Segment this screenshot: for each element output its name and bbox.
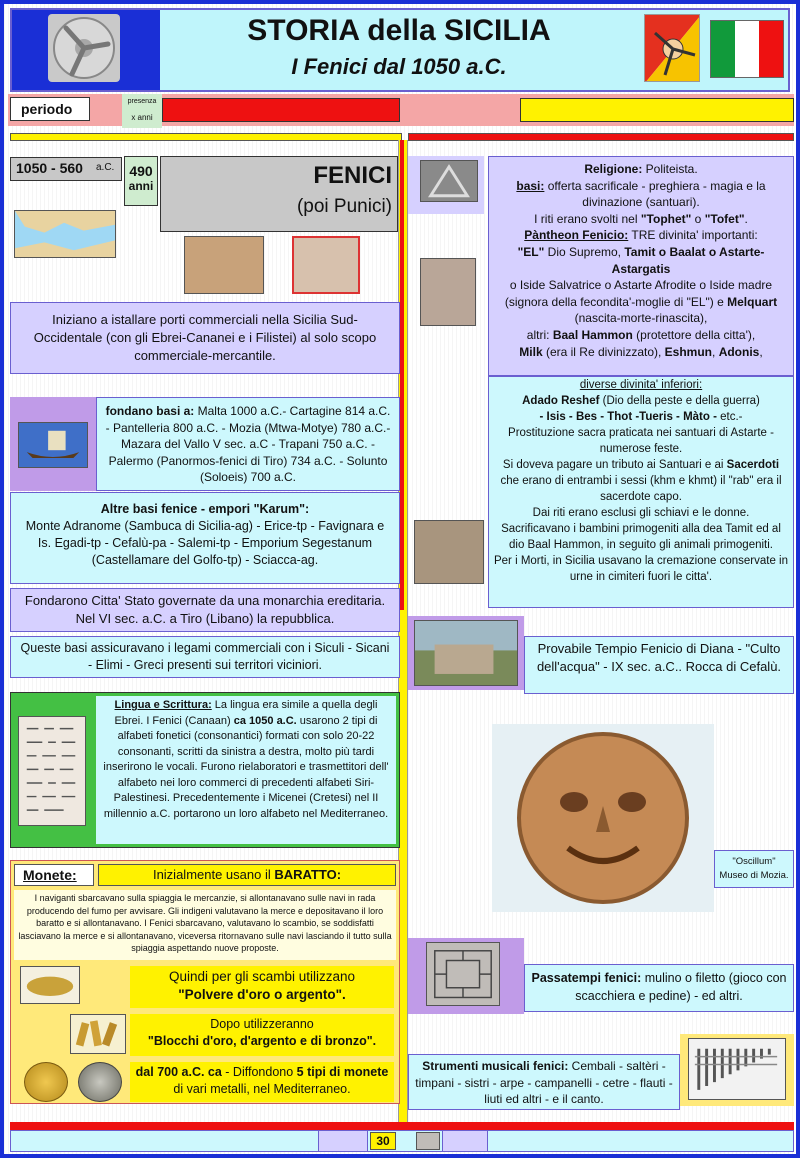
tanit-symbol-image <box>420 160 478 202</box>
page-title: STORIA della SICILIA <box>247 14 551 47</box>
sicily-flag-icon <box>644 14 700 82</box>
footer-red-line <box>10 1122 794 1130</box>
phoenician-ship-relief-image <box>184 236 264 294</box>
oscillum-caption: "Oscillum" Museo di Mozia. <box>714 850 794 888</box>
italy-flag-icon <box>710 20 784 78</box>
timeline-yellow-segment <box>520 98 794 122</box>
basi-text: fondano basi a: Malta 1000 a.C.- Cartagine 814 a.C. - Pantelleria 800 a.C. - Mozia (Mtwa-Motye) 780 a.C.- Mazara del Vallo V sec. a.C - Trapani 750 a.C. - Palermo (Panormos-fenici di Tiro) 734 a.C. - Solunto (Soloeis) 700 a.C. <box>96 397 400 491</box>
baratto-header: Inizialmente usano il BARATTO: <box>98 864 396 886</box>
section-subtitle: (poi Punici) <box>296 196 392 217</box>
page-number: 30 <box>370 1132 396 1150</box>
stone-stele-image <box>292 236 360 294</box>
footer-lav-segment <box>318 1130 368 1152</box>
silver-coin-icon <box>78 1062 122 1102</box>
trinacria-coin-image <box>48 14 120 82</box>
monete-label: Monete: <box>14 864 94 886</box>
left-divider-line <box>10 133 402 141</box>
gold-powder-image <box>20 966 80 1004</box>
coin-icon <box>48 14 120 82</box>
citta-stato-text: Fondarono Citta' Stato governate da una monarchia ereditaria. Nel VI sec. a.C. a Tiro (Libano) la repubblica. <box>10 588 400 632</box>
timeline-red-segment <box>162 98 400 122</box>
period-years: 1050 - 560 <box>16 160 83 176</box>
footer-thumbnail-image <box>416 1132 440 1150</box>
dal-700-text: dal 700 a.C. ca - Diffondono 5 tipi di monete di vari metalli, nel Mediterraneo. <box>130 1062 394 1102</box>
sacrifice-relief-image <box>414 520 484 584</box>
footer-lav-segment-2 <box>442 1130 488 1152</box>
altre-basi: Altre basi fenice - empori "Karum": Monte Adranome (Sambuca di Sicilia-ag) - Erice-tp - Favignara e Is. Egadi-tp - Cefalù-pa - Salemi-tp - Emporium Segestanum (Castellamare del Golfo-tp) - Sciacca-ag. <box>10 492 400 584</box>
section-title: FENICI <box>313 162 392 189</box>
tempio-text: Provabile Tempio Fenicio di Diana - "Culto dell'acqua" - IX sec. a.C.. Rocca di Cefalù. <box>524 636 794 694</box>
page-subtitle: I Fenici dal 1050 a.C. <box>291 54 507 79</box>
inscription-tablet-image <box>18 716 86 826</box>
mill-board-image <box>426 942 500 1006</box>
center-divider-red <box>400 140 404 610</box>
legami-text: Queste basi assicuravano i legami commerciali con i Siculi - Sicani - Elimi - Greci presenti sui territori viciniori. <box>10 636 400 678</box>
baratto-description: I naviganti sbarcavano sulla spiaggia le mercanzie, si allontanavano sulle navi in rada producendo del fumo per avvisare. Gli indigeni valutavano la merce e depositavano il loro baratto e si allontanavano. I Fenici sbarcavano, valutavano lo scambio, se soddisfatti lasciavano la merce e si allontanavano, viceversa ritornavano sulle navi lasciando il tutto sulla spiaggia aspettando nuove proposte. <box>14 890 396 960</box>
religione-text: Religione: Politeista. basi: offerta sacrificale - preghiera - magia e la divinazione (santuari). I riti erano svolti nel "Tophet" o "Tofet". Pàntheon Fenicio: TRE divinita' importanti: "EL" Dio Supremo, Tamit o Baalat o Astarte-Astargatis o Iside Salvatrice o Astarte Afrodite o Iside madre (signora della fecondita'-moglie di "EL") e Melquart (nascita-morte-rinascita), altri: Baal Hammon (protettore della citta'), Milk (era il Re divinizzato), Eshmun, Adonis, <box>488 156 794 376</box>
divinita-inferiori-text: diverse divinita' inferiori: Adado Reshef (Dio della peste e della guerra) - Isis - Bes - Thot -Tueris - Màto - etc.- Prostituzione sacra praticata nei santuari di Astarte - numerose feste. Si doveva pagare un tributo ai Santuari e ai Sacerdoti che erano di entrambi i sessi (khm e khmt) il "rab" era il sacerdote capo. Dai riti erano esclusi gli schiavi e le donne. Sacrificavano i bambini primogeniti alla dea Tamit ed al dio Baal Hammon, in seguito gli animali primogeniti. Per i Morti, in Sicilia usavano la cremazione conservate in urne in cimiteri fuori le citta'. <box>488 376 794 608</box>
duration-box: 490 anni <box>124 156 158 206</box>
strumenti-text: Strumenti musicali fenici: Cembali - saltèri - timpani - sistri - arpe - campanelli - cetre - flauti - liuti ed altri - e il canto. <box>408 1054 680 1110</box>
presenza-label: presenza x anni <box>122 94 162 128</box>
lingua-text: Lingua e Scrittura: La lingua era simile a quella degli Ebrei. I Fenici (Canaan) ca 1050 a.C. usarono 2 tipi di alfabeti fonetici (consonantici) formati con solo 20-22 consonanti, scritti da sinistra a destra, molto più tardi inserirono le vocali. Furono rielaboratori e trasmettitori dell' alfabeto nei loro commerci di precedenti alfabeti Siri-Palestinesi. Precedentemente i Micenei (Cretesi) nel II millennio a.C. portarono un loro alfabeto nel Mediterraneo. <box>96 696 396 844</box>
blocchi-text: Dopo utilizzeranno "Blocchi d'oro, d'argento e di bronzo". <box>130 1014 394 1056</box>
page <box>4 4 796 1154</box>
metal-bars-image <box>70 1014 126 1054</box>
passatempi-text: Passatempi fenici: mulino o filetto (gioco con scacchiera e pedine) - ed altri. <box>524 964 794 1012</box>
oscillum-mask-image <box>492 724 714 912</box>
right-divider-line <box>408 133 794 141</box>
deity-relief-image <box>420 258 476 326</box>
intro-text: Iniziano a istallare porti commerciali nella Sicilia Sud-Occidentale (con gli Ebrei-Cananei e i Filistei) al solo scopo commerciale-mercantile. <box>10 302 400 374</box>
gold-coin-icon <box>24 1062 68 1102</box>
temple-diana-image <box>414 620 518 686</box>
phoenician-ship-image <box>18 422 88 468</box>
mediterranean-map-image <box>14 210 116 258</box>
panpipes-image <box>688 1038 786 1100</box>
periodo-label: periodo <box>10 97 90 121</box>
footer-bar <box>10 1130 794 1152</box>
polvere-text: Quindi per gli scambi utilizzano "Polvere d'oro o argento". <box>130 966 394 1008</box>
period-ac: a.C. <box>96 162 115 173</box>
